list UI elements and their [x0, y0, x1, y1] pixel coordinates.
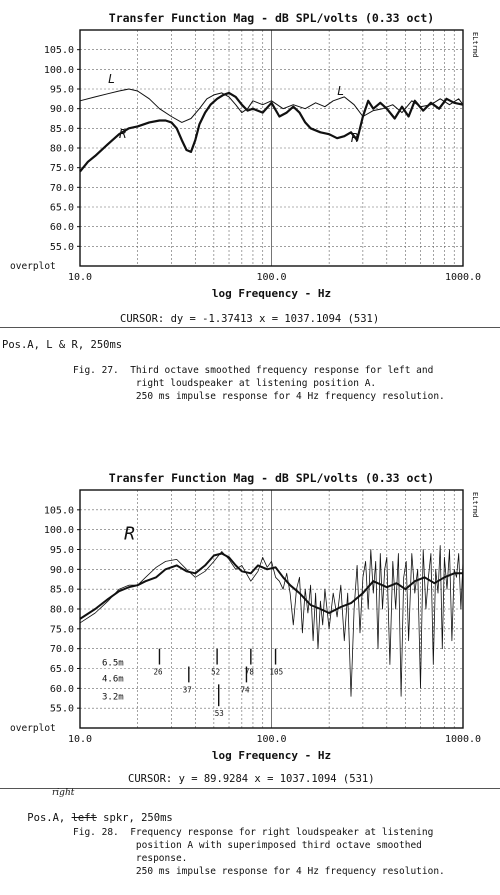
- y-tick-label: 85.0: [49, 123, 74, 135]
- reflection-marker-label: 26: [153, 667, 163, 677]
- y-tick-label: 85.0: [49, 584, 74, 596]
- y-tick-label: 90.0: [49, 564, 74, 576]
- caption-line: Fig. 27. Third octave smoothed frequency response for left and: [73, 365, 434, 376]
- position-note-struck: left: [71, 812, 97, 824]
- cursor-rule-2: [0, 788, 500, 789]
- chart-title: Transfer Function Mag - dB SPL/volts (0.33 oct): [108, 11, 435, 25]
- y-tick-label: 65.0: [49, 664, 74, 675]
- y-tick-label: 90.0: [49, 104, 74, 116]
- annotation-label: R: [124, 523, 135, 545]
- overplot-label: overplot: [10, 261, 56, 272]
- reflection-marker-label: 53: [214, 709, 224, 719]
- reflection-marker-label: 74: [240, 685, 250, 695]
- caption-line: right loudspeaker at listening position A.: [73, 378, 377, 389]
- annotation-label: L: [337, 83, 345, 98]
- distance-label: 3.2m: [102, 692, 124, 703]
- reflection-marker-label: 52: [211, 667, 221, 677]
- overplot-label: overplot: [10, 723, 56, 734]
- frequency-response-chart-1: [0, 0, 500, 315]
- y-tick-label: 60.0: [49, 683, 74, 695]
- caption-line: 250 ms impulse response for 4 Hz frequency resolution.: [73, 866, 445, 877]
- grid-lines: [80, 490, 463, 728]
- position-note-1: Pos.A, L & R, 250ms: [2, 339, 123, 351]
- annotation-label: R: [119, 127, 127, 142]
- reflection-marker-label: 105: [269, 667, 284, 677]
- y-tick-label: 95.0: [49, 545, 74, 556]
- caption-line: position A with superimposed third octave smoothed: [73, 840, 422, 851]
- y-tick-label: 95.0: [49, 84, 74, 96]
- y-tick-label: 55.0: [49, 241, 74, 253]
- x-tick-label: 100.0: [256, 734, 287, 745]
- position-note-prefix: Pos.A,: [27, 812, 72, 824]
- x-axis-label: log Frequency - Hz: [211, 749, 332, 762]
- figure-27-caption: [73, 364, 445, 403]
- y-tick-label: 70.0: [49, 182, 74, 194]
- y-tick-label: 75.0: [49, 624, 74, 636]
- y-tick-label: 70.0: [49, 644, 74, 656]
- y-tick-label: 60.0: [49, 222, 74, 234]
- y-tick-label: 75.0: [49, 163, 74, 175]
- y-tick-label: 65.0: [49, 202, 74, 214]
- caption-line: response.: [73, 853, 188, 864]
- y-tick-label: 105.0: [43, 45, 74, 57]
- y-tick-label: 80.0: [49, 143, 74, 155]
- y-tick-label: 55.0: [49, 703, 74, 715]
- reflection-marker-label: 78: [244, 667, 254, 677]
- position-note-suffix: spkr, 250ms: [96, 812, 173, 824]
- distance-label: 4.6m: [102, 674, 124, 685]
- side-label: ELtrmd: [471, 492, 479, 518]
- grid-lines: [80, 30, 463, 266]
- y-tick-label: 105.0: [43, 505, 74, 517]
- distance-label: 6.5m: [102, 658, 124, 669]
- cursor-readout-1: CURSOR: dy = -1.37413 x = 1037.1094 (531): [120, 313, 380, 325]
- cursor-rule-1: [0, 327, 500, 328]
- x-axis-label: log Frequency - Hz: [211, 287, 332, 300]
- caption-line: Fig. 28. Frequency response for right loudspeaker at listening: [73, 827, 434, 838]
- x-tick-label: 100.0: [256, 272, 287, 283]
- reflection-marker-label: 37: [182, 685, 192, 695]
- y-tick-label: 100.0: [43, 64, 74, 76]
- caption-line: 250 ms impulse response for 4 Hz frequency resolution.: [73, 391, 445, 402]
- chart-title: Transfer Function Mag - dB SPL/volts (0.33 oct): [108, 471, 435, 485]
- cursor-readout-2: CURSOR: y = 89.9284 x = 1037.1094 (531): [128, 773, 375, 785]
- side-label: ELtrmd: [471, 32, 479, 58]
- y-tick-label: 100.0: [43, 525, 74, 537]
- x-tick-label: 1000.0: [444, 272, 482, 283]
- x-tick-label: 1000.0: [444, 734, 482, 745]
- annotation-label: R: [350, 131, 359, 146]
- annotation-label: L: [107, 72, 116, 87]
- x-tick-label: 10.0: [67, 272, 93, 283]
- y-tick-label: 80.0: [49, 604, 74, 616]
- figure-28-caption: [73, 826, 445, 878]
- handwritten-insert: right: [52, 788, 75, 798]
- frequency-response-chart-2: [0, 460, 500, 772]
- x-tick-label: 10.0: [67, 734, 93, 745]
